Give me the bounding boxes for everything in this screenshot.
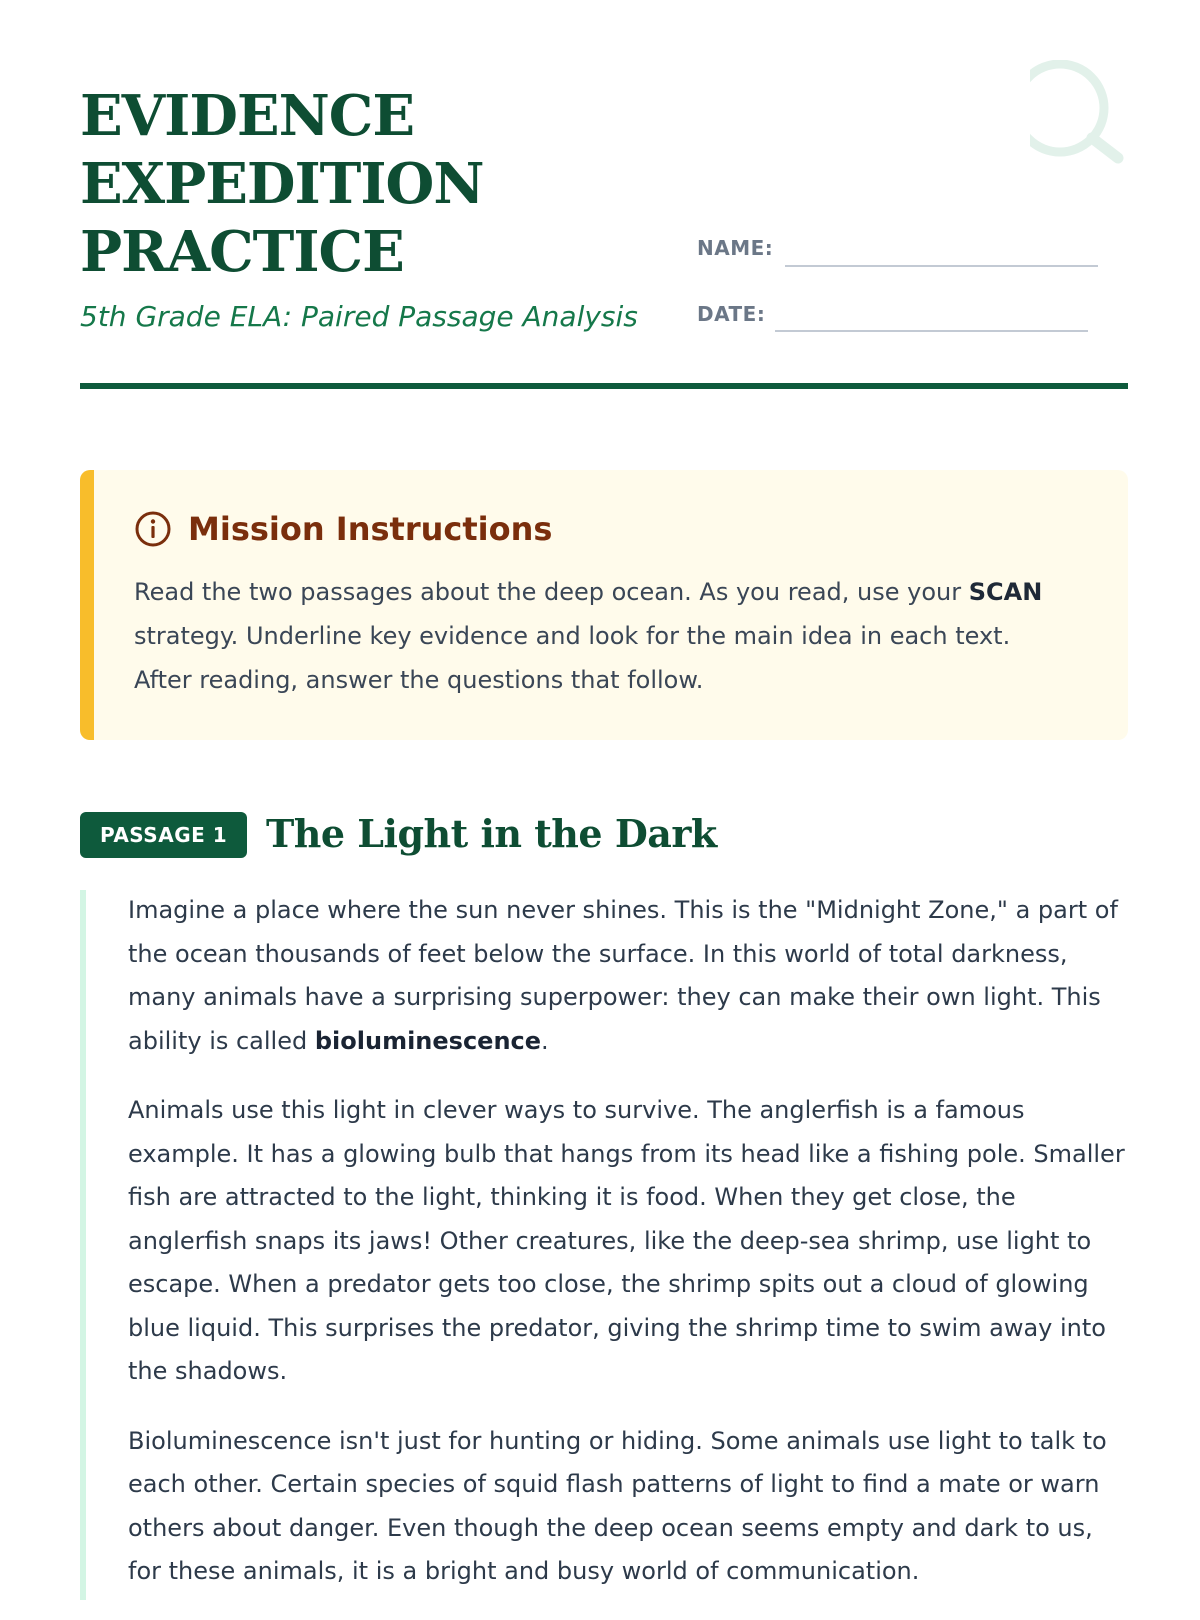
- key-term: bioluminescence: [314, 1026, 542, 1055]
- date-label: DATE:: [697, 302, 766, 326]
- passage-badge: PASSAGE 1: [80, 812, 247, 858]
- callout-header: [134, 510, 552, 548]
- scan-strategy-term: SCAN: [968, 578, 1043, 606]
- passage-paragraph-2: Animals use this light in clever ways to survive. The anglerfish is a famous example. It has a glowing bulb that hangs from its head like a fishing pole. Smaller fish are attracted to the light, thinking it is food. When they get close, the anglerfish snaps its jaws! Other creatures, like the deep-sea shrimp, use light to escape. When a predator gets too close, the shrimp spits out a cloud of glowing blue liquid. This surprises the predator, giving the shrimp time to swim away into the shadows.: [128, 1096, 1125, 1385]
- title-line-1: EVIDENCE: [80, 83, 415, 149]
- paragraph-1-end: .: [541, 1026, 549, 1055]
- mission-instructions-box: [80, 470, 1128, 740]
- passage-paragraph-1: [128, 889, 1128, 1063]
- passage-paragraph-3: Bioluminescence isn't just for hunting or hiding. Some animals use light to talk to each other. Certain species of squid flash patterns of light to find a mate or warn others about danger. Even though the deep ocean seems empty and dark to us, for these animals, it is a bright and busy world of communication.: [128, 1426, 1107, 1585]
- passage-title: The Light in the Dark: [266, 811, 717, 856]
- callout-text-end: strategy. Underline key evidence and look for the main idea in each text. After reading, answer the questions that follow.: [134, 622, 1011, 694]
- page-subtitle: 5th Grade ELA: Paired Passage Analysis: [80, 300, 638, 333]
- page-title: [80, 82, 484, 286]
- passage-accent-rule: [80, 890, 86, 1600]
- callout-text-start: Read the two passages about the deep ocean. As you read, use your: [134, 578, 969, 606]
- worksheet-page: [80, 0, 1128, 1600]
- paragraph-1-text: Imagine a place where the sun never shines. This is the "Midnight Zone," a part of the ocean thousands of feet below the surface. In this world of total darkness, many animals have a surprising superpower: they can make their own light. This ability is called: [128, 896, 1118, 1055]
- magnifying-glass-icon: [1030, 60, 1160, 170]
- name-field[interactable]: [785, 265, 1098, 267]
- info-icon: [134, 510, 172, 548]
- passage-body: [128, 889, 1128, 1620]
- title-line-3: PRACTICE: [80, 219, 404, 285]
- callout-accent-bar: [80, 470, 94, 740]
- callout-text: [134, 570, 1064, 702]
- header-divider: [80, 383, 1128, 389]
- callout-title: Mission Instructions: [188, 510, 553, 548]
- date-field[interactable]: [775, 330, 1088, 332]
- title-line-2: EXPEDITION: [80, 151, 484, 217]
- name-label: NAME:: [697, 236, 774, 260]
